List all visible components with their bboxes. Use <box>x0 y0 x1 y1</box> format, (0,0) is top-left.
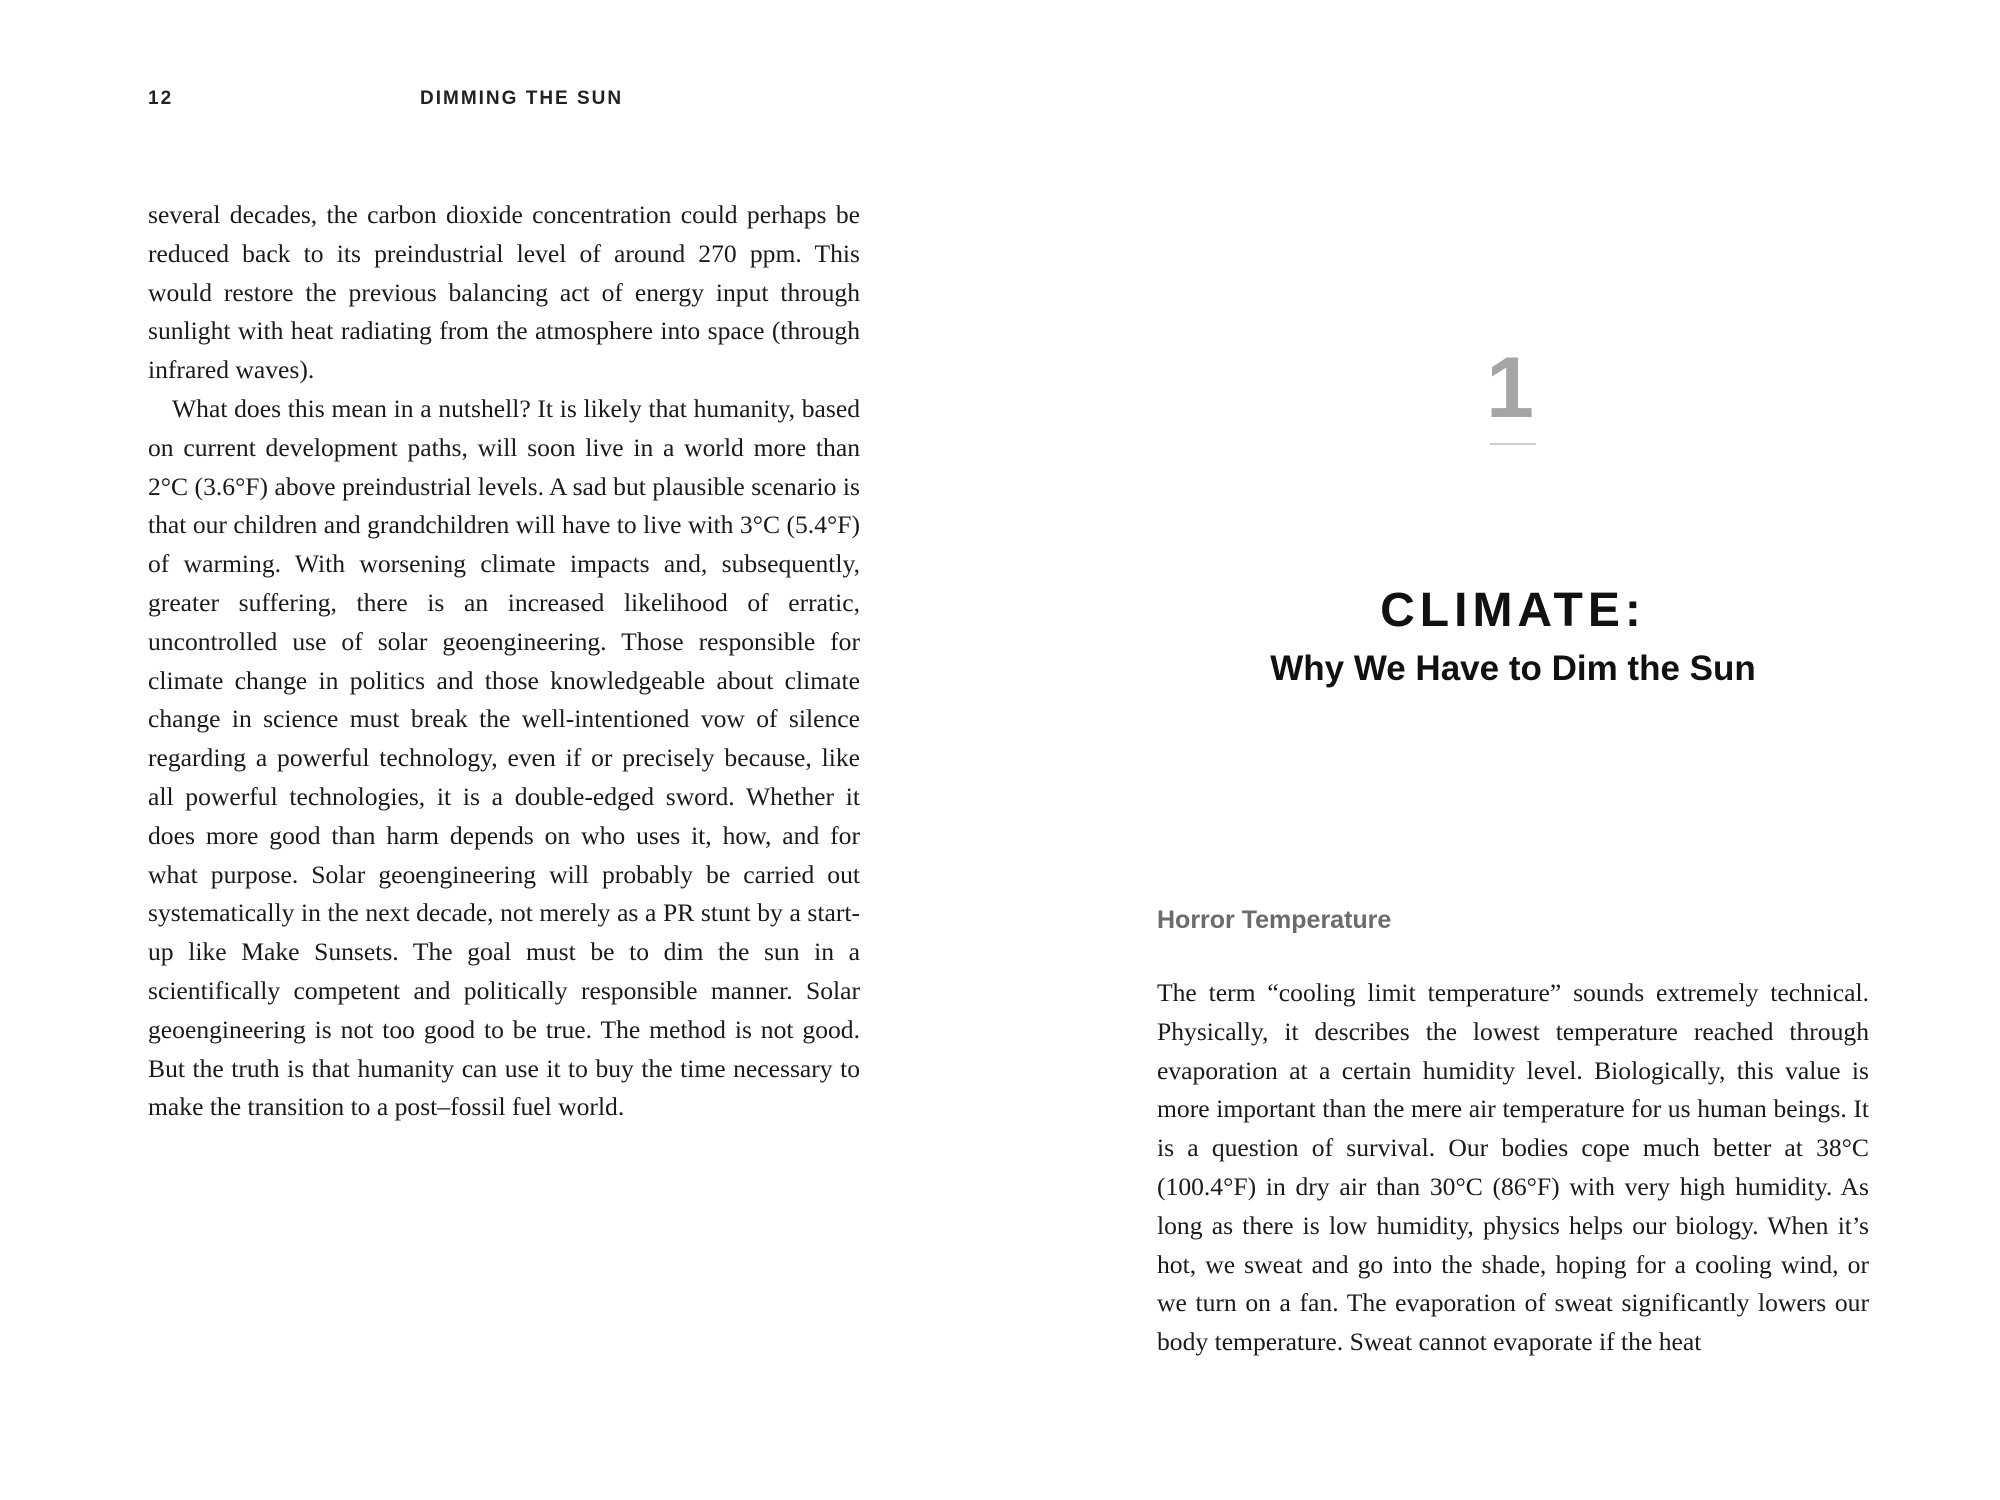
paragraph: several decades, the carbon dioxide concentration could perhaps be reduced back to its preindustrial level of around 270 ppm. This would restore the previous balancing act of energy input through sunlight with heat radiating from the atmosphere into space (through infrared waves). <box>148 200 860 385</box>
running-head <box>148 88 868 118</box>
paragraph: What does this mean in a nutshell? It is likely that humanity, based on current development paths, will soon live in a world more than 2°C (3.6°F) above preindustrial levels. A sad but plausible scenario is that our children and grandchildren will have to live with 3°C (5.4°F) of warming. With worsening climate impacts and, subsequently, greater suffering, there is an increased likelihood of erratic, uncontrolled use of solar geoengineering. Those responsible for climate change in politics and those knowledgeable about climate change in science must break the well-intentioned vow of silence regarding a powerful technology, even if or precisely because, like all powerful technologies, it is a double-edged sword. Whether it does more good than harm depends on who uses it, how, and for what purpose. Solar geoengineering will probably be carried out systematically in the next decade, not merely as a PR stunt by a start-up like Make Sunsets. The goal must be to dim the sun in a scientifically competent and politically responsible manner. Solar geoengineering is not too good to be true. The method is not good. But the truth is that humanity can use it to buy the time necessary to make the transition to a post–fossil fuel world. <box>148 393 860 1122</box>
right-body-text <box>1157 974 1869 1362</box>
page-number: 12 <box>148 88 174 109</box>
right-page <box>1000 0 2000 1500</box>
paragraph: The term “cooling limit temperature” sounds extremely technical. Physically, it describes the lowest temperature reached through evaporation at a certain humidity level. Biologically, this value is more important than the mere air temperature for us human beings. It is a question of survival. Our bodies cope much better at 38°C (100.4°F) in dry air than 30°C (86°F) with very high humidity. As long as there is low humidity, physics helps our biology. When it’s hot, we sweat and go into the shade, hoping for a cooling wind, or we turn on a fan. The evaporation of sweat significantly lowers our body temperature. Sweat cannot evaporate if the heat <box>1157 978 1869 1357</box>
chapter-divider <box>1490 443 1536 445</box>
left-body-text <box>148 196 860 1127</box>
section-heading: Horror Temperature <box>1157 906 1392 934</box>
chapter-title: CLIMATE: <box>1380 584 1646 637</box>
chapter-number: 1 <box>1486 340 1534 436</box>
running-head-title: DIMMING THE SUN <box>420 88 624 109</box>
chapter-subtitle: Why We Have to Dim the Sun <box>1270 649 1756 688</box>
